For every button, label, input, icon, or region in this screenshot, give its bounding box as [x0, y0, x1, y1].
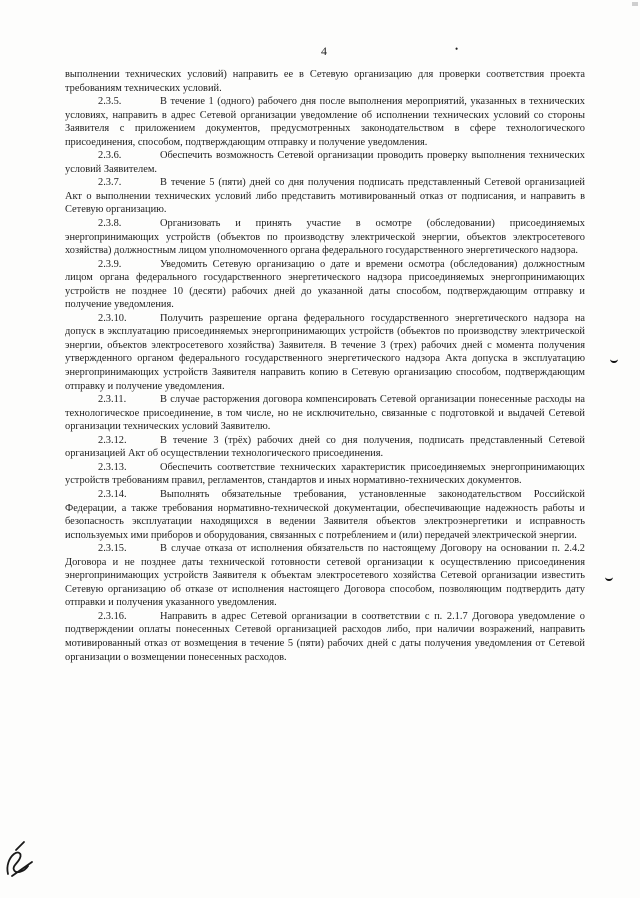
- document-body: [65, 68, 585, 664]
- clause-2-3-14: [65, 488, 585, 542]
- clause-number: 2.3.12.: [98, 434, 127, 446]
- clause-number: 2.3.9.: [98, 258, 122, 270]
- paragraph-continuation: [65, 68, 585, 95]
- clause-text: В течение 1 (одного) рабочего дня после выполнения мероприятий, указанных в технических условиях, направить в адрес Сетевой организации уведомление об исполнении технических условий со стороны Заявителя с приложением документов, предусмотренных законодательством в сфере технологического присоединения, способом, подтверждающим отправку и получение уведомления.: [65, 96, 585, 148]
- clause-number: 2.3.16.: [98, 610, 127, 622]
- clause-2-3-6: [65, 149, 585, 176]
- clause-text: Получить разрешение органа федерального государственного энергетического надзора на допуск в эксплуатацию присоединяемых энергопринимающих устройств (объектов по производству электрической энергии, объектов электросетевого хозяйства) Заявителя. В течение 3 (трех) рабочих дней с момента получения утвержденного органом федерального государственного энергетического надзора Акта допуска в эксплуатацию энергопринимающих устройств Заявителя направить копию в Сетевую организацию способом, подтверждающим отправку и получение уведомления.: [65, 312, 585, 392]
- clause-number: 2.3.13.: [98, 461, 127, 473]
- clause-number: 2.3.14.: [98, 488, 127, 500]
- scan-artifact: [632, 2, 638, 6]
- clause-text: Обеспечить соответствие технических характеристик присоединяемых энергопринимающих устройств требованиям правил, регламентов, стандартов и иных нормативно-технических документов.: [65, 461, 585, 487]
- clause-2-3-15: [65, 542, 585, 610]
- handwritten-initials: [2, 828, 36, 880]
- clause-text: Выполнять обязательные требования, установленные законодательством Российской Федерации, а также требования нормативно-технической документации, обеспечивающие надежность работы и безопасность эксплуатации находящихся в ведении Заявителя объектов электроэнергетики и исправность используемых ими приборов и оборудования, связанных с потреблением и (или) передачей электрической энергии.: [65, 488, 585, 541]
- scan-dot: •: [455, 44, 459, 54]
- clause-2-3-7: [65, 176, 585, 217]
- clause-2-3-9: [65, 258, 585, 312]
- clause-number: 2.3.5.: [98, 96, 122, 108]
- clause-text: В случае отказа от исполнения обязательств по настоящему Договору на основании п. 2.4.2 Договора и не позднее даты технической готовности сетевой организации к осуществлению присоединения энергопринимающих устройств Заявителя к объектам электросетевого хозяйства Сетевой организации известить Сетевую организацию об отказе от исполнения настоящего Договора способом, позволяющим подтвердить дату отправки и получения указанного уведомления.: [65, 543, 585, 609]
- clause-2-3-10: [65, 312, 585, 393]
- clause-text: Обеспечить возможность Сетевой организации проводить проверку выполнения технических условий Заявителем.: [65, 150, 585, 175]
- clause-text: Уведомить Сетевую организацию о дате и времени осмотра (обследования) должностным лицом органа федерального государственного энергетического надзора присоединяемых энергопринимающих устройств не позднее 10 (десяти) рабочих дней до указанной даты способом, подтверждающим отправку и получение уведомления.: [65, 258, 585, 311]
- clause-2-3-8: [65, 217, 585, 258]
- clause-text: Организовать и принять участие в осмотре (обследовании) присоединяемых энергопринимающих устройств (объектов по производству электрической энергии, объектов электросетевого хозяйства) должностным лицом уполномоченного органа федерального государственного энергетического надзора.: [65, 218, 585, 257]
- clause-text: В течение 5 (пяти) дней со дня получения подписать представленный Сетевой организацией Акт о выполнении технических условий либо представить мотивированный отказ от подписания, и направить в Сетевую организацию.: [65, 177, 585, 216]
- clause-2-3-16: [65, 610, 585, 664]
- clause-text: В случае расторжения договора компенсировать Сетевой организации понесенные расходы на технологическое присоединение, в том числе, но не исключительно, связанные с подготовкой и выдачей Сетевой организации технических условий Заявителю.: [65, 394, 585, 433]
- page-number: 4: [321, 44, 327, 58]
- clause-number: 2.3.11.: [98, 394, 127, 406]
- clause-text: В течение 3 (трёх) рабочих дней со дня получения, подписать представленный Сетевой организацией Акт об осуществлении технологического присоединения.: [65, 434, 585, 460]
- clause-number: 2.3.10.: [98, 312, 127, 324]
- clause-number: 2.3.6.: [98, 150, 122, 162]
- clause-2-3-5: [65, 95, 585, 149]
- margin-mark: [605, 565, 613, 581]
- clause-text: Направить в адрес Сетевой организации в соответствии с п. 2.1.7 Договора уведомление о подтверждении оплаты понесенных Сетевой организацией расходов либо, при наличии возражений, направить мотивированный отказ от возмещения в течение 5 (пяти) рабочих дней с даты получения уведомления от Сетевой организации о возмещении понесенных расходов.: [65, 610, 585, 663]
- clause-2-3-11: [65, 393, 585, 434]
- paragraph-text: выполнении технических условий) направить ее в Сетевую организацию для проверки соответствия проекта требованиям технических условий.: [65, 69, 585, 94]
- margin-mark: [610, 347, 618, 363]
- clause-2-3-13: [65, 461, 585, 488]
- clause-number: 2.3.8.: [98, 218, 122, 230]
- clause-number: 2.3.15.: [98, 543, 127, 555]
- clause-number: 2.3.7.: [98, 177, 122, 189]
- clause-2-3-12: [65, 434, 585, 461]
